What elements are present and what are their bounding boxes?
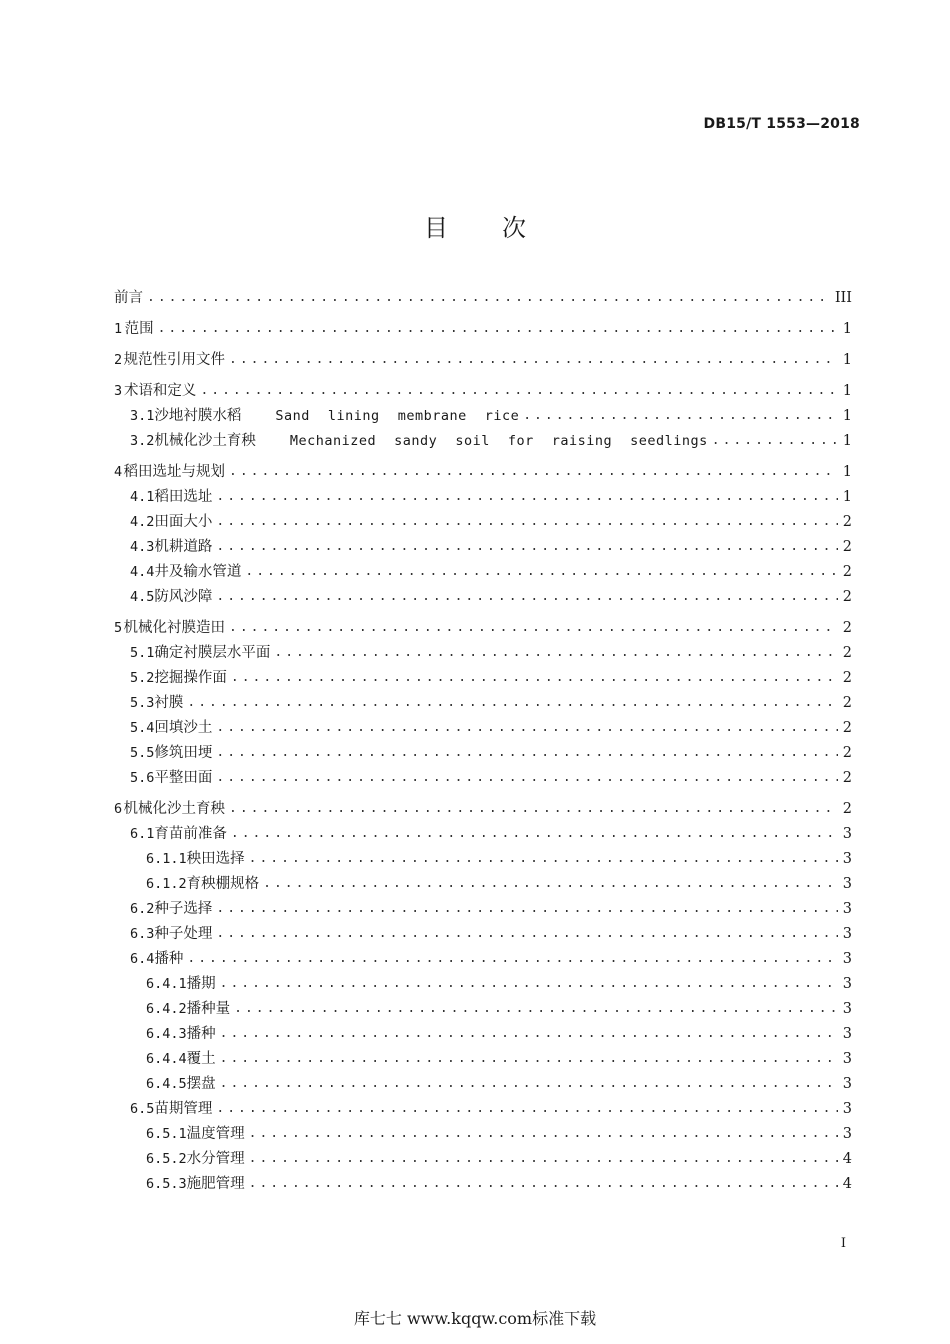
toc-entry-number: 6.3 (130, 926, 155, 942)
toc-entry-title-zh: 沙地衬膜水稻 (154, 408, 242, 424)
toc-dot-leader (216, 715, 838, 740)
toc-dot-leader (249, 846, 838, 871)
toc-entry-title-zh: 稻田选址 (154, 489, 213, 505)
toc-entry[interactable] (114, 348, 852, 373)
toc-dot-leader (216, 921, 838, 946)
toc-entry[interactable] (114, 535, 852, 560)
toc-entry[interactable] (114, 872, 852, 897)
toc-entry-title-zh: 规范性引用文件 (123, 352, 225, 368)
toc-dot-leader (216, 509, 838, 534)
toc-entry[interactable] (114, 510, 852, 535)
toc-entry[interactable] (114, 379, 852, 404)
toc-entry[interactable] (114, 585, 852, 610)
toc-entry-number: 6.4.2 (146, 1001, 187, 1017)
toc-dot-leader (158, 316, 838, 341)
toc-dot-leader (229, 615, 838, 640)
toc-entry-label (154, 485, 212, 510)
toc-entry[interactable] (114, 404, 852, 429)
toc-entry-title-zh: 温度管理 (186, 1126, 245, 1142)
toc-entry[interactable] (114, 1072, 852, 1097)
toc-entry-title-zh: 苗期管理 (154, 1101, 213, 1117)
toc-entry-number: 6.5.1 (146, 1126, 187, 1142)
toc-entry-page: 1 (842, 433, 852, 449)
toc-entry-title-zh: 前言 (114, 290, 143, 306)
toc-entry-label (124, 616, 226, 641)
toc-dot-leader (231, 665, 838, 690)
toc-entry-title-zh: 育苗前准备 (154, 826, 227, 842)
toc-entry-number: 5.4 (130, 720, 155, 736)
toc-entry[interactable] (114, 822, 852, 847)
toc-entry-number: 6.4.3 (146, 1026, 187, 1042)
toc-entry[interactable] (114, 691, 852, 716)
toc-entry-number: 3.2 (130, 433, 155, 449)
toc-entry-number: 4.5 (130, 589, 155, 605)
toc-dot-leader (229, 459, 838, 484)
toc-entry-title-zh: 范围 (124, 321, 154, 337)
toc-entry-number: 6.4.4 (146, 1051, 187, 1067)
document-code: DB15/T 1553—2018 (703, 116, 860, 132)
toc-entry-label (187, 847, 245, 872)
toc-entry-number: 5.1 (130, 645, 155, 661)
toc-entry[interactable] (114, 1097, 852, 1122)
toc-entry-title-zh: 术语和定义 (123, 383, 197, 399)
toc-entry[interactable] (114, 1122, 852, 1147)
toc-entry-label (154, 560, 241, 585)
toc-entry-page: 3 (842, 951, 852, 967)
toc-entry-title-en-word: Sand (275, 408, 310, 424)
toc-entry-label (154, 429, 707, 454)
toc-entry-label (154, 535, 212, 560)
toc-entry-label (187, 997, 231, 1022)
toc-dot-leader (216, 484, 838, 509)
toc-entry-number: 5.6 (130, 770, 155, 786)
toc-entry-label (154, 1097, 212, 1122)
toc-dot-leader (229, 347, 838, 372)
toc-entry-title-zh: 播种 (154, 951, 184, 967)
toc-entry-title-zh: 防风沙障 (154, 589, 213, 605)
toc-entry-title-zh: 播种 (186, 1026, 216, 1042)
page-title-char-1: 目 (424, 214, 448, 242)
toc-entry-page: 3 (842, 826, 852, 842)
toc-dot-leader (231, 821, 838, 846)
toc-entry-page: 2 (842, 645, 852, 661)
toc-entry-title-zh: 修筑田埂 (154, 745, 213, 761)
toc-dot-leader (220, 1071, 838, 1096)
toc-entry-label (187, 1022, 216, 1047)
toc-entry-label (187, 1072, 216, 1097)
toc-entry[interactable] (114, 286, 852, 311)
toc-entry-number: 4.3 (130, 539, 155, 555)
toc-entry-title-en-word: lining (327, 408, 380, 424)
toc-entry-label (154, 666, 227, 691)
toc-entry-page: 3 (842, 1076, 852, 1092)
toc-entry-number: 4.1 (130, 489, 155, 505)
toc-entry-title-zh: 施肥管理 (186, 1176, 245, 1192)
toc-entry-title-zh: 机械化沙土育秧 (154, 433, 256, 449)
toc-entry-title-zh: 机械化沙土育秧 (123, 801, 225, 817)
toc-entry-label (124, 797, 226, 822)
toc-dot-leader (234, 996, 838, 1021)
toc-entry-title-en-word: for (507, 433, 534, 449)
toc-entry[interactable] (114, 766, 852, 791)
toc-entry[interactable] (114, 741, 852, 766)
toc-entry-page: 1 (842, 489, 852, 505)
toc-entry-number: 6.1 (130, 826, 155, 842)
toc-entry-page: 2 (842, 514, 852, 530)
toc-entry-label (124, 460, 226, 485)
toc-entry[interactable] (114, 1172, 852, 1197)
toc-entry-title-en-word: membrane (397, 408, 467, 424)
toc-entry-page: 4 (842, 1176, 852, 1192)
toc-entry[interactable] (114, 716, 852, 741)
toc-dot-leader (523, 403, 838, 428)
toc-entry-number: 5.2 (130, 670, 155, 686)
toc-dot-leader (229, 796, 838, 821)
toc-entry[interactable] (114, 972, 852, 997)
toc-entry-number: 6.5.2 (146, 1151, 187, 1167)
toc-entry-page: 2 (842, 620, 852, 636)
toc-dot-leader (274, 640, 838, 665)
toc-entry-number: 6.4.5 (146, 1076, 187, 1092)
toc-entry-number: 6.1.1 (146, 851, 187, 867)
toc-dot-leader (216, 584, 838, 609)
toc-dot-leader (216, 765, 838, 790)
toc-entry-page: 1 (842, 321, 852, 337)
toc-entry-number: 3 (114, 383, 123, 399)
toc-entry-title-zh: 平整田面 (154, 770, 213, 786)
toc-entry-number: 3.1 (130, 408, 155, 424)
toc-entry-label (187, 1172, 245, 1197)
toc-entry-label (154, 404, 519, 429)
toc-entry-label (187, 1122, 245, 1147)
toc-entry-label (154, 716, 212, 741)
toc-entry-title-zh: 稻田选址与规划 (123, 464, 225, 480)
toc-dot-leader (249, 1121, 838, 1146)
toc-entry-title-en-word: seedlings (630, 433, 708, 449)
toc-entry-label (124, 379, 197, 404)
toc-dot-leader (216, 1096, 838, 1121)
toc-entry-title-zh: 种子选择 (154, 901, 213, 917)
page-title-char-2: 次 (502, 214, 526, 242)
toc-entry[interactable] (114, 429, 852, 454)
toc-entry[interactable] (114, 897, 852, 922)
toc-dot-leader (263, 871, 838, 896)
toc-entry-number: 6.2 (130, 901, 155, 917)
toc-entry-page: 2 (842, 801, 852, 817)
toc-entry-page: 3 (842, 1026, 852, 1042)
toc-entry-page: 1 (842, 408, 852, 424)
toc-dot-leader (220, 1046, 838, 1071)
toc-entry-label (154, 691, 183, 716)
toc-entry-page: 1 (842, 383, 852, 399)
toc-entry-label (154, 922, 212, 947)
toc-entry-number: 6 (114, 801, 123, 817)
toc-dot-leader (220, 971, 838, 996)
toc-entry-page: 2 (842, 695, 852, 711)
toc-entry-label (187, 872, 260, 897)
toc-entry-title-zh: 摆盘 (186, 1076, 216, 1092)
toc-entry-title-zh: 衬膜 (154, 695, 184, 711)
toc-entry-page: 2 (842, 745, 852, 761)
toc-entry-title-zh: 种子处理 (154, 926, 213, 942)
page-title (0, 208, 950, 243)
toc-entry-page: 3 (842, 1101, 852, 1117)
toc-entry-page: 3 (842, 1001, 852, 1017)
toc-entry-page: 2 (842, 589, 852, 605)
toc-entry-label (154, 585, 212, 610)
toc-entry-label (154, 510, 212, 535)
toc-entry-title-zh: 井及输水管道 (154, 564, 242, 580)
toc-dot-leader (245, 559, 838, 584)
toc-entry-page: 3 (842, 1051, 852, 1067)
toc-entry-page: 1 (842, 352, 852, 368)
toc-entry-label (154, 947, 183, 972)
toc-dot-leader (187, 946, 838, 971)
toc-entry-label (187, 1047, 216, 1072)
toc-entry[interactable] (114, 460, 852, 485)
toc-entry-label (154, 822, 227, 847)
toc-entry-page: 2 (842, 564, 852, 580)
toc-entry-title-zh: 播期 (186, 976, 216, 992)
toc-entry-number: 5.3 (130, 695, 155, 711)
toc-entry[interactable] (114, 947, 852, 972)
toc-entry-title-zh: 回填沙土 (154, 720, 213, 736)
toc-entry-number: 2 (114, 352, 123, 368)
toc-entry-title-en-word: soil (455, 433, 490, 449)
toc-entry-title-zh: 水分管理 (186, 1151, 245, 1167)
toc-entry-title-zh: 机械化衬膜造田 (123, 620, 225, 636)
toc-entry-page: 2 (842, 770, 852, 786)
page-number: I (840, 1236, 846, 1251)
toc-dot-leader (187, 690, 838, 715)
toc-dot-leader (216, 534, 838, 559)
toc-entry[interactable] (114, 560, 852, 585)
toc-entry-page: 4 (842, 1151, 852, 1167)
toc-entry-label (114, 286, 143, 311)
toc-entry-page: 3 (842, 876, 852, 892)
toc-entry-page: 3 (842, 926, 852, 942)
toc-entry-label (125, 317, 154, 342)
toc-entry[interactable] (114, 1147, 852, 1172)
toc-entry[interactable] (114, 997, 852, 1022)
toc-entry[interactable] (114, 666, 852, 691)
toc-entry-page: III (834, 290, 852, 306)
toc-dot-leader (147, 285, 831, 310)
toc-entry-title-zh: 播种量 (186, 1001, 231, 1017)
toc-entry-title-en-word: raising (551, 433, 613, 449)
toc-dot-leader (216, 896, 838, 921)
toc-entry-number: 5 (114, 620, 123, 636)
toc-entry-title-zh: 机耕道路 (154, 539, 213, 555)
footer-watermark: 库七七 www.kqqw.com标准下载 (353, 1309, 597, 1328)
toc-entry-page: 1 (842, 464, 852, 480)
toc-entry-title-zh: 挖掘操作面 (154, 670, 227, 686)
toc-entry-number: 6.4.1 (146, 976, 187, 992)
toc-dot-leader (216, 740, 838, 765)
toc-entry[interactable] (114, 485, 852, 510)
toc-entry-number: 4 (114, 464, 123, 480)
toc-entry-label (154, 741, 212, 766)
toc-entry-label (187, 972, 216, 997)
toc-dot-leader (249, 1146, 838, 1171)
toc-entry[interactable] (114, 641, 852, 666)
toc-entry-page: 2 (842, 670, 852, 686)
toc-entry-title-zh: 确定衬膜层水平面 (154, 645, 271, 661)
toc-entry[interactable] (114, 847, 852, 872)
toc-entry[interactable] (114, 1047, 852, 1072)
toc-entry-number: 6.4 (130, 951, 155, 967)
toc-entry[interactable] (114, 797, 852, 822)
toc-entry-number: 4.4 (130, 564, 155, 580)
toc-entry-title-zh: 育秧棚规格 (186, 876, 260, 892)
toc-entry-title-en-word: Mechanized (289, 433, 377, 449)
table-of-contents (114, 286, 852, 1197)
toc-entry[interactable] (114, 616, 852, 641)
toc-entry-title-zh: 田面大小 (154, 514, 213, 530)
toc-entry-page: 2 (842, 720, 852, 736)
toc-entry[interactable] (114, 1022, 852, 1047)
toc-entry-label (154, 897, 212, 922)
toc-entry-page: 2 (842, 539, 852, 555)
toc-entry-label (187, 1147, 245, 1172)
toc-entry-number: 1 (114, 321, 123, 337)
toc-entry-title-zh: 覆土 (186, 1051, 216, 1067)
toc-entry-page: 3 (842, 976, 852, 992)
toc-entry-number: 5.5 (130, 745, 155, 761)
toc-entry-title-zh: 秧田选择 (186, 851, 245, 867)
toc-entry-page: 3 (842, 851, 852, 867)
toc-entry-number: 4.2 (130, 514, 155, 530)
toc-entry-label (124, 348, 226, 373)
toc-entry[interactable] (114, 317, 852, 342)
toc-dot-leader (220, 1021, 838, 1046)
toc-entry-title-en-word: sandy (394, 433, 438, 449)
toc-dot-leader (249, 1171, 838, 1196)
toc-entry-number: 6.5.3 (146, 1176, 187, 1192)
toc-entry-label (154, 641, 270, 666)
toc-entry-label (154, 766, 212, 791)
toc-entry[interactable] (114, 922, 852, 947)
toc-dot-leader (712, 428, 838, 453)
toc-entry-page: 3 (842, 1126, 852, 1142)
toc-entry-number: 6.1.2 (146, 876, 187, 892)
toc-entry-title-en-word: rice (484, 408, 520, 424)
toc-entry-number: 6.5 (130, 1101, 155, 1117)
toc-entry-page: 3 (842, 901, 852, 917)
toc-dot-leader (200, 378, 838, 403)
